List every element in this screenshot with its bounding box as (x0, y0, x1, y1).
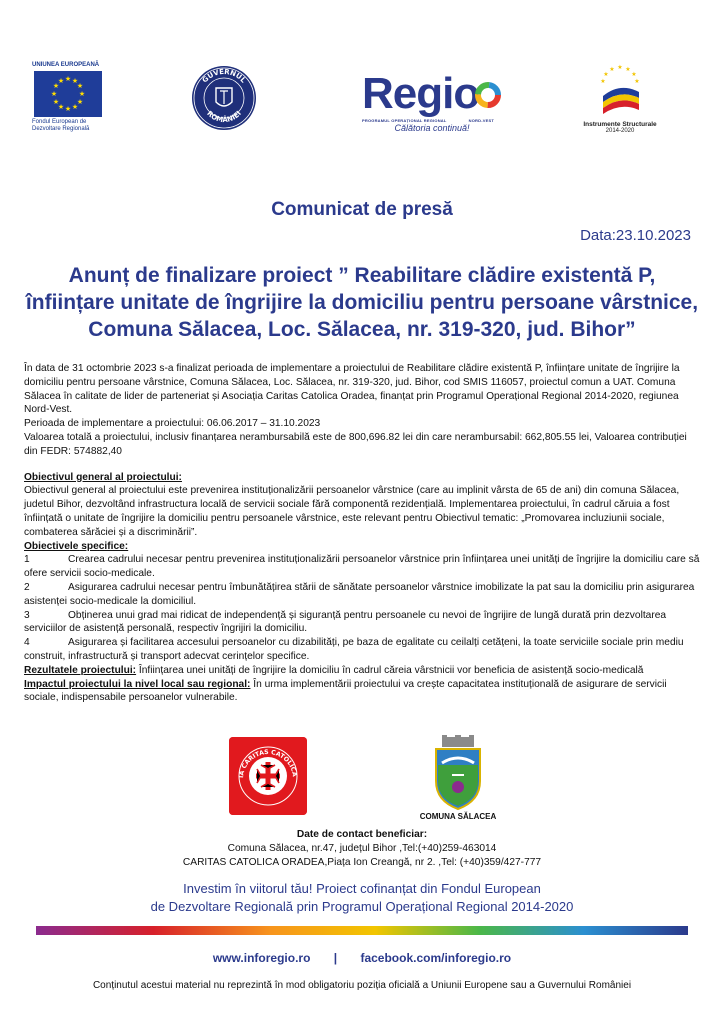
eu-logo (32, 62, 112, 133)
eu-flag-icon (34, 71, 102, 117)
regio-logo (362, 69, 502, 136)
results-heading: Rezultatele proiectului: (24, 664, 137, 676)
contact-heading: Date de contact beneficiar: (296, 829, 428, 840)
regio-word: Regio (362, 69, 480, 118)
regio-ring-icon (474, 81, 502, 109)
impact-text: În urma implementării proiectului va crește capacitatea instituțională de asigurare de servicii sociale, indispensabile persoanelor vulnerabile. (24, 678, 667, 704)
title-line-1: Anunț de finalizare proiect ” Reabilitare clădire existentă P, (68, 264, 656, 287)
results-text: Înființarea unei unități de îngrijire la domiciliu în cadrul căreia vârstnicii vor beneficia de asistență socio-medicală (136, 664, 644, 676)
instrumente-structurale-logo (575, 62, 665, 134)
specific-objective-item: 1 Crearea cadrului necesar pentru prevenirea instituționalizării persoanelor vârstnice prin înființarea unei unități de îngrijire la domiciliu care să ofere servicii socio-medicale. (24, 554, 700, 580)
specific-objective-item: 3 Obținerea unui grad mai ridicat de independență și siguranță pentru persoanele cu nevoi de îngrijire de lungă durată prin dezvoltarea serviciilor de asistență personală, respectiv îngrijiri la domiciliu. (24, 609, 667, 635)
gov-top-text: GUVERNUL (200, 67, 248, 85)
svg-text:★: ★ (57, 103, 65, 111)
impact-heading: Impactul proiectului la nivel local sau regional: (24, 678, 251, 690)
eu-title: UNIUNEA EUROPEANĂ (32, 62, 100, 68)
link-separator: | (333, 951, 338, 965)
results-paragraph (24, 664, 700, 678)
gov-bottom-text: ROMÂNIEI (205, 109, 243, 125)
press-release-date: Data:23.10.2023 (580, 227, 691, 244)
svg-text:★: ★ (76, 82, 84, 90)
svg-text:★: ★ (52, 82, 60, 90)
svg-text:★: ★ (600, 78, 606, 85)
svg-text:★: ★ (64, 105, 72, 113)
caritas-logo (229, 737, 307, 815)
instrumente-line1: Instrumente Structurale (583, 121, 657, 128)
title-line-2: înființare unitate de îngrijire la domiciliu pentru persoane vârstnice, (25, 291, 699, 314)
announcement-body (24, 362, 700, 705)
implementation-period: Perioada de implementare a proiectului: 06.06.2017 – 31.10.2023 (24, 418, 321, 430)
eu-line1: Fondul European de (32, 119, 87, 125)
svg-text:★: ★ (57, 77, 65, 85)
intro-paragraph: În data de 31 octombrie 2023 s-a finalizat perioada de implementare a proiectului de Reabilitare clădire existentă P, înființare unitate de îngrijire la domiciliu pentru persoane vârstnice, Comuna Sălacea, Loc. Sălacea, nr. 319-320, jud. Bihor, cod SMIS 116057, proiectul comun a UAT. Comuna Sălacea în calitate de lider de parteneriat și Asociația Caritas Catolica Oradea, finanțat prin Programul Operațional Regional 2014-2020, regiunea Nord-Vest. (24, 363, 680, 416)
salacea-caption: COMUNA SĂLACEA (419, 812, 497, 821)
title-line-3: Comuna Sălacea, Loc. Sălacea, nr. 319-320, jud. Bihor” (88, 318, 636, 341)
svg-text:★: ★ (52, 98, 60, 106)
press-release-title: Comunicat de presă (271, 199, 453, 220)
funding-slogan (0, 880, 724, 916)
salacea-coat-of-arms-icon (428, 735, 488, 813)
svg-text:★: ★ (71, 103, 79, 111)
svg-text:★: ★ (76, 98, 84, 106)
slogan-line-2: de Dezvoltare Regională prin Programul Operațional Regional 2014-2020 (150, 899, 574, 914)
announcement-title (20, 262, 704, 343)
government-seal-icon (190, 64, 258, 132)
contact-block (0, 828, 724, 870)
svg-text:★: ★ (625, 66, 631, 73)
website-link[interactable]: www.inforegio.ro (212, 951, 311, 965)
project-value: Valoarea totală a proiectului, inclusiv finanțarea nerambursabilă este de 800,696.82 lei din care nerambursabil: 662,805.55 lei, Valoarea contribuției din FEDR: 574882,40 (24, 431, 687, 457)
svg-text:★: ★ (617, 64, 623, 71)
footer-links (0, 951, 724, 965)
eu-line2: Dezvoltare Regională (32, 126, 90, 132)
svg-text:★: ★ (609, 66, 615, 73)
disclaimer: Conținutul acestui material nu reprezintă în mod obligatoriu poziția oficială a Uniunii Europene sau a Guvernului României (92, 980, 632, 991)
svg-text:★: ★ (634, 78, 640, 85)
contact-line-2: CARITAS CATOLICA ORADEA,Piața Ion Creangă, nr 2. ,Tel: (+40)359/427-777 (182, 857, 542, 868)
general-objective-text: Obiectivul general al proiectului este prevenirea instituționalizării persoanelor vârstnice (care au implinit vârsta de 65 de ani) din comuna Sălacea, judetul Bihor, dezvoltând infrastructura locală de servicii sociale fără componentă rezidențială. Implementarea proiectului, în cadrul căruia a fost înființată o unitate de îngrijire la domiciliu pentru persoanele vârstnice, este relevant pentru Obiectivul tematic: „Promovarea incluziunii sociale, combaterea sărăciei și a discriminării”. (24, 485, 680, 538)
contact-line-1: Comuna Sălacea, nr.47, județul Bihor ,Tel:(+40)259-463014 (227, 843, 497, 854)
svg-text:★: ★ (78, 90, 86, 98)
regio-motto: Călătoria continuă! (394, 123, 470, 133)
specific-objective-item: 2 Asigurarea cadrului necesar pentru îmbunătățirea stării de sănătate persoanelor vârstnice imobilizate la pat sau la domiciliu prin asigurarea asistenței socio-medicale la domiciliul. (24, 581, 695, 607)
regio-program-text: PROGRAMUL OPERAȚIONAL REGIONAL (362, 118, 447, 123)
regio-region-text: NORD-VEST (468, 118, 494, 123)
svg-text:★: ★ (631, 71, 637, 78)
slogan-line-1: Investim în viitorul tău! Proiect cofinanțat din Fondul European (183, 881, 541, 896)
svg-text:★: ★ (50, 90, 58, 98)
svg-text:★: ★ (603, 71, 609, 78)
svg-text:★: ★ (71, 77, 79, 85)
instrumente-line2: 2014-2020 (605, 128, 635, 134)
facebook-link[interactable]: facebook.com/inforegio.ro (360, 951, 512, 965)
svg-text:★: ★ (64, 75, 72, 83)
specific-objectives-heading: Obiectivele specifice: (24, 540, 129, 552)
caritas-ring-text: IA CARITAS CATOLICA (238, 748, 298, 779)
general-objective-heading: Obiectivul general al proiectului: (24, 471, 182, 483)
specific-objective-item: 4 Asigurarea și facilitarea accesului persoanelor cu dizabilități, pe baza de egalitate cu ceilalți cetățeni, la toate serviciile sociale prin mediu construit, infrastructură și transport adecvat cerințelor specifice. (24, 637, 684, 662)
rainbow-divider (36, 922, 688, 931)
instrumente-structurale-icon (595, 62, 645, 114)
impact-paragraph (24, 678, 700, 706)
